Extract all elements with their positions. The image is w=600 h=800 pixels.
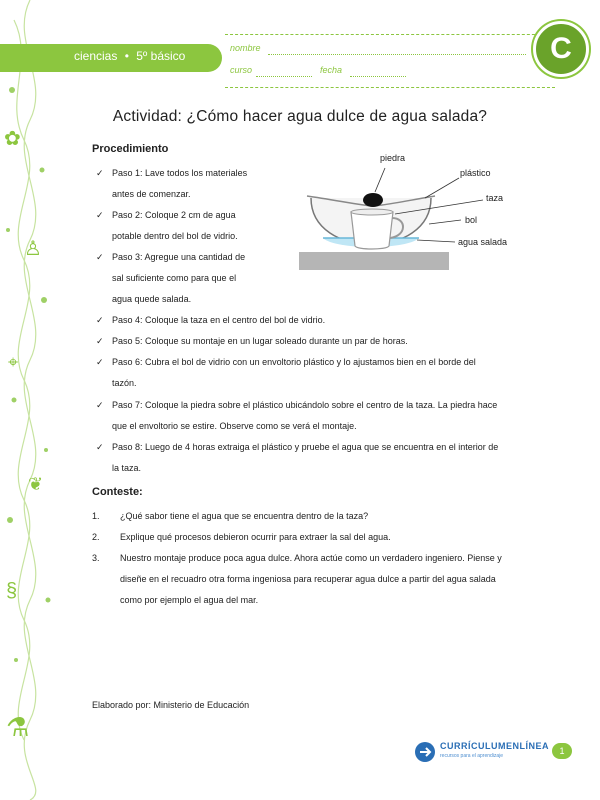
subject-grade-label	[74, 49, 185, 63]
plastic-pointer	[425, 178, 459, 198]
section-badge: C	[533, 21, 589, 77]
step-text-line: tazón.	[112, 378, 137, 388]
page-number: 1	[552, 743, 572, 759]
question-text-line: ¿Qué sabor tiene el agua que se encuentra dentro de la taza?	[120, 511, 369, 521]
checkmark-icon: ✓	[96, 168, 104, 178]
label-cup: taza	[486, 193, 504, 203]
name-field[interactable]	[268, 54, 526, 55]
checkmark-icon: ✓	[96, 252, 104, 262]
date-field[interactable]	[350, 76, 406, 77]
checkmark-icon: ✓	[96, 336, 104, 346]
student-info-frame	[225, 34, 555, 88]
salt-water-pointer	[417, 240, 455, 242]
checkmark-icon: ✓	[96, 400, 104, 410]
logo-title: CURRÍCULUMENLÍNEA	[440, 741, 549, 751]
step-text-line: Paso 7: Coloque la piedra sobre el plástico ubicándolo sobre el centro de la taza. La piedra hace	[112, 400, 498, 410]
plant-icon: ✿	[4, 128, 21, 150]
question-number: 2.	[92, 532, 100, 542]
label-stone: piedra	[380, 153, 406, 163]
checkmark-icon: ✓	[96, 442, 104, 452]
question-text-line: como por ejemplo el agua del mar.	[120, 595, 259, 605]
answer-heading: Conteste:	[92, 486, 143, 498]
curriculum-logo[interactable]	[414, 741, 554, 765]
setup-illustration	[295, 148, 525, 274]
checkmark-icon: ✓	[96, 315, 104, 325]
page-title: Actividad: ¿Cómo hacer agua dulce de agua salada?	[112, 108, 488, 125]
label-bowl: bol	[465, 215, 478, 225]
telescope-icon: ⌖	[8, 352, 19, 372]
lizard-icon: §	[6, 580, 18, 602]
course-field[interactable]	[256, 76, 312, 77]
question-text-line: diseñe en el recuadro otra forma ingeniosa para recuperar agua dulce a partir del agua salada	[120, 574, 496, 584]
cup-body	[351, 212, 393, 249]
step-text-line: Paso 3: Agregue una cantidad de	[112, 252, 246, 262]
step-text-line: agua quede salada.	[112, 294, 192, 304]
procedure-heading: Procedimiento	[92, 143, 169, 155]
step-text-line: Paso 6: Cubra el bol de vidrio con un envoltorio plástico y lo ajustamos bien en el borde del	[112, 357, 476, 367]
question-number: 1.	[92, 511, 100, 521]
date-label: fecha	[320, 65, 343, 75]
name-label: nombre	[230, 43, 261, 53]
question-text-line: Explique qué procesos debieron ocurrir para extraer la sal del agua.	[120, 532, 391, 542]
label-salt-water: agua salada	[458, 237, 508, 247]
credit-line: Elaborado por: Ministerio de Educación	[92, 700, 250, 710]
step-text-line: antes de comenzar.	[112, 189, 191, 199]
step-text-line: la taza.	[112, 463, 142, 473]
checkmark-icon: ✓	[96, 357, 104, 367]
subject-name: ciencias	[74, 49, 118, 63]
step-text-line: sal suficiente como para que el	[112, 273, 237, 283]
step-text-line: Paso 2: Coloque 2 cm de agua	[112, 210, 236, 220]
table-surface	[299, 252, 449, 270]
stone-pointer	[375, 168, 385, 192]
step-text-line: Paso 8: Luego de 4 horas extraiga el plástico y pruebe el agua que se encuentra en el interior de	[112, 442, 499, 452]
question-text-line: Nuestro montaje produce poca agua dulce. Ahora actúe como un verdadero ingeniero. Piense y	[120, 553, 502, 563]
label-plastic: plástico	[460, 168, 491, 178]
step-text-line: potable dentro del bol de vidrio.	[112, 231, 238, 241]
step-text-line: que el envoltorio se estire. Observe como se verá el montaje.	[112, 421, 357, 431]
checkmark-icon: ✓	[96, 210, 104, 220]
flask-icon: ⚗	[6, 712, 30, 742]
logo-mark-icon	[414, 741, 436, 763]
step-text-line: Paso 1: Lave todos los materiales	[112, 168, 248, 178]
course-label: curso	[230, 65, 253, 75]
stone	[363, 193, 383, 207]
grade-name: 5º básico	[136, 49, 186, 63]
logo-subtitle: recursos para el aprendizaje	[440, 753, 504, 759]
subject-separator: •	[124, 49, 129, 63]
question-number: 3.	[92, 553, 100, 563]
person-icon: ♙	[24, 238, 42, 260]
butterfly-icon: ❦	[28, 474, 44, 494]
bowl-pointer	[429, 220, 461, 224]
cup-rim	[351, 209, 393, 215]
step-text-line: Paso 4: Coloque la taza en el centro del bol de vidrio.	[112, 315, 326, 325]
step-text-line: Paso 5: Coloque su montaje en un lugar soleado durante un par de horas.	[112, 336, 408, 346]
